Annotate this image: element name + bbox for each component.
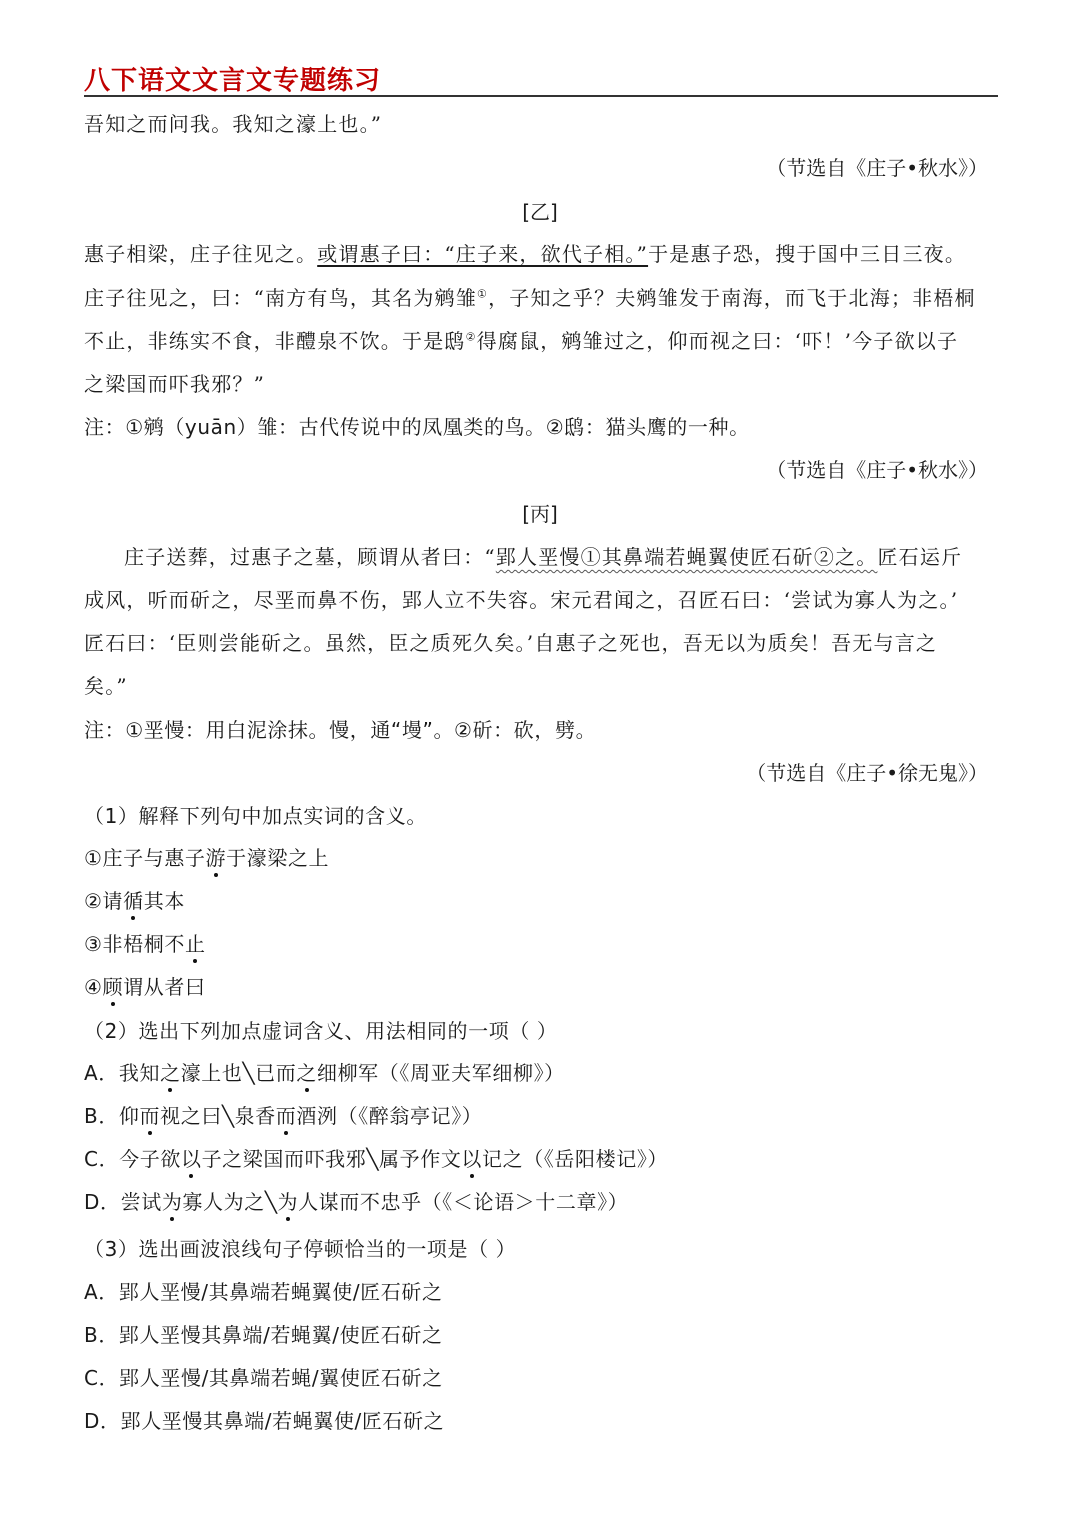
yi-line-4: 之梁国而吓我邪？”	[84, 372, 266, 396]
q2-option-b: B．仰而视之曰╲泉香而酒洌（《醉翁亭记》）	[84, 1104, 483, 1128]
yi-line-3: 不止，非练实不食，非醴泉不饮。于是鸱②得腐鼠，鹓雏过之，仰而视之曰：‘吓！’今子欲以子	[84, 329, 959, 353]
q1-stem: （1）解释下列句中加点实词的含义。	[84, 804, 427, 828]
yi-line-2: 庄子往见之，曰：“南方有鸟，其名为鹓雏①，子知之乎？夫鹓雏发于南海，而飞于北海；非梧桐	[84, 286, 976, 310]
bing-line-2: 成风，听而斫之，尽垩而鼻不伤，郢人立不失容。宋元君闻之，召匠石曰：‘尝试为寡人为之。’	[84, 588, 959, 612]
bing-label: [丙]	[522, 502, 558, 526]
header-title: 八下语文文言文专题练习	[84, 66, 382, 96]
q3-option-d: D．郢人垩慢其鼻端/若蝇翼使/匠石斫之	[84, 1409, 445, 1433]
bing-note: 注：①垩慢：用白泥涂抹。慢，通“墁”。②斫：砍，劈。	[84, 718, 597, 742]
q1-item-3: ③非梧桐不止	[84, 932, 206, 956]
yi-line-1: 惠子相梁，庄子往见之。或谓惠子曰：“庄子来，欲代子相。”于是惠子恐，搜于国中三日三夜。	[84, 242, 967, 266]
q1-item-1: ①庄子与惠子游于濠梁之上	[84, 846, 330, 870]
jia-source: （节选自《庄子•秋水》）	[766, 156, 988, 180]
bing-line-1: 庄子送葬，过惠子之墓，顾谓从者曰：“郢人垩慢①其鼻端若蝇翼使匠石斫②之。匠石运斤	[124, 545, 963, 569]
q3-option-c: C．郢人垩慢/其鼻端若蝇/翼使匠石斫之	[84, 1366, 443, 1390]
bing-source: （节选自《庄子•徐无鬼》）	[746, 761, 988, 785]
bing-line-4: 矣。”	[84, 674, 128, 698]
q3-option-b: B．郢人垩慢其鼻端/若蝇翼/使匠石斫之	[84, 1323, 443, 1347]
q2-option-a: A．我知之濠上也╲已而之细柳军（《周亚夫军细柳》）	[84, 1061, 565, 1085]
q2-option-c: C．今子欲以子之梁国而吓我邪╲属予作文以记之（《岳阳楼记》）	[84, 1147, 669, 1171]
q2-stem: （2）选出下列加点虚词含义、用法相同的一项（ ）	[84, 1019, 558, 1043]
bing-line-3: 匠石曰：‘臣则尝能斫之。虽然，臣之质死久矣。’自惠子之死也，吾无以为质矣！吾无与言之	[84, 631, 938, 655]
yi-underlined-sentence: 或谓惠子曰：“庄子来，欲代子相。”	[317, 242, 649, 266]
q1-item-4: ④顾谓从者曰	[84, 975, 206, 999]
yi-source: （节选自《庄子•秋水》）	[766, 458, 988, 482]
bing-wavy-sentence: 郢人垩慢①其鼻端若蝇翼使匠石斫②之。	[495, 545, 878, 569]
yi-label: [乙]	[522, 200, 558, 224]
q3-option-a: A．郢人垩慢/其鼻端若蝇翼使/匠石斫之	[84, 1280, 443, 1304]
jia-tail: 吾知之而问我。我知之濠上也。”	[84, 112, 383, 136]
q3-stem: （3）选出画波浪线句子停顿恰当的一项是（ ）	[84, 1237, 517, 1261]
q1-item-2: ②请循其本	[84, 889, 185, 913]
q2-option-d: D．尝试为寡人为之╲为人谋而不忠乎（《＜论语＞十二章》）	[84, 1190, 629, 1214]
yi-note: 注：①鹓（yuān）雏：古代传说中的凤凰类的鸟。②鸱：猫头鹰的一种。	[84, 415, 750, 439]
header-divider	[84, 95, 998, 97]
